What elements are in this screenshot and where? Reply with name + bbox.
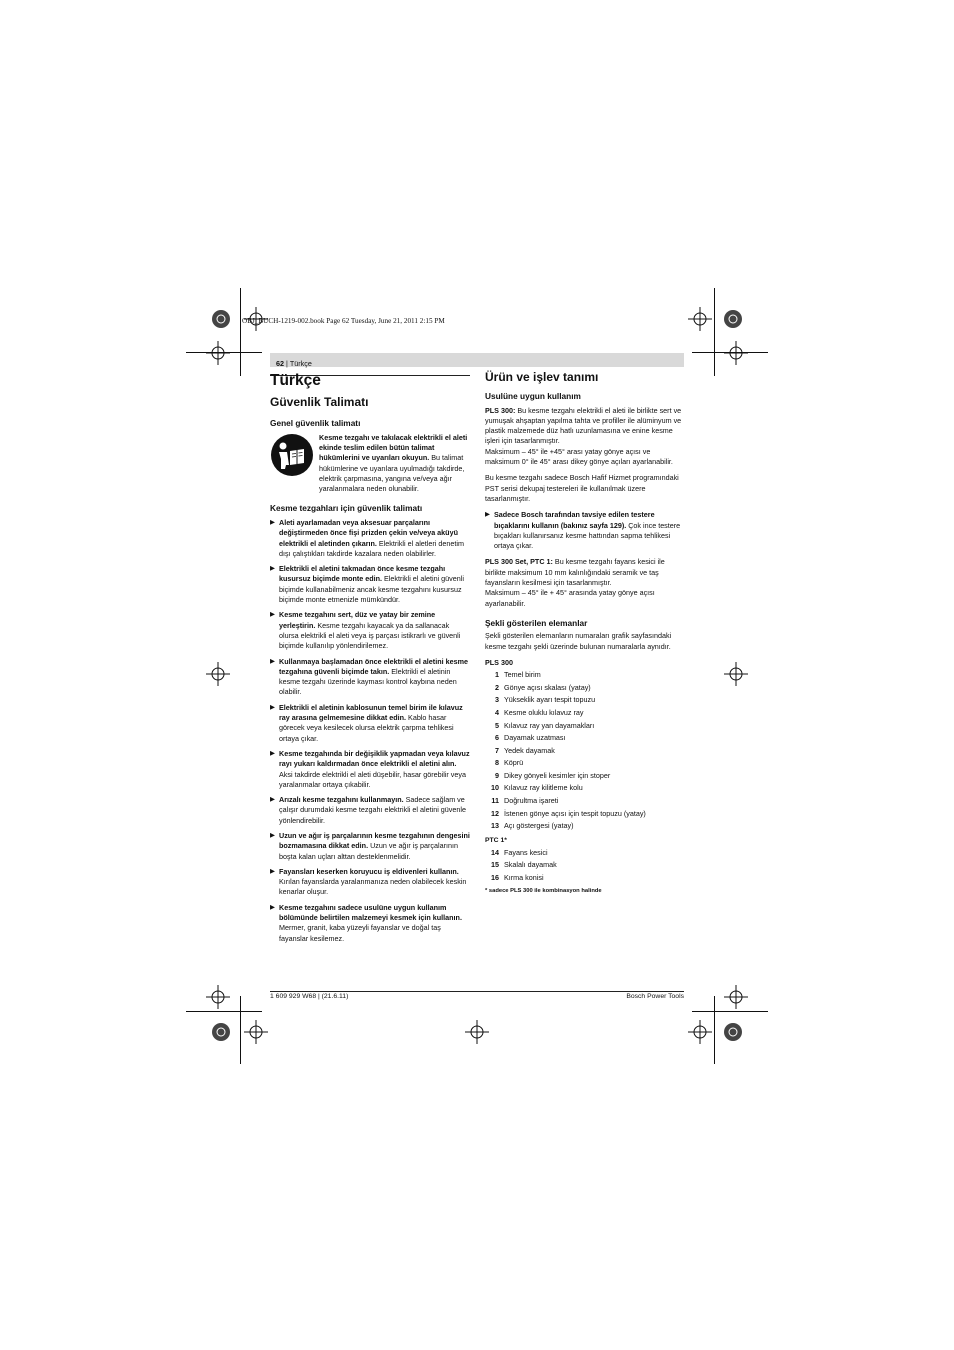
bullet-text: Uzun ve ağır iş parçalarının boşta kalan uçları alttan desteklenmelidir. (279, 841, 458, 861)
bullet-text: Elektrikli el aletleri denetim dışı çalıştıkları takdirde kazalara neden olabilirler. (279, 538, 464, 558)
bullet-text: Aksi takdirde elektrikli el aleti düşebilir, hasar görebilir veya yaralanmalar ortaya çıkabilir. (279, 769, 466, 789)
page-number: 62 (276, 359, 284, 368)
ptc-text: Bu kesme tezgahı fayans kesici ile birlikte maksimum 10 mm kalınlığındaki seramik ve taş fayansların kesilmesi için tasarlanmıştır. (485, 557, 665, 588)
crosshair-icon (198, 977, 238, 1017)
item-label: Yükseklik ayarı tespit topuzu (504, 695, 596, 705)
list-item (485, 670, 685, 680)
right-column (485, 372, 685, 896)
crosshair-icon (716, 654, 756, 694)
list-item (485, 809, 685, 819)
list-item (485, 695, 685, 705)
item-label: Doğrultma işareti (504, 796, 559, 806)
bullet-triangle-icon: ▶ (270, 565, 275, 573)
item-number: 14 (491, 847, 499, 857)
crosshair-icon (457, 1012, 497, 1052)
ptc-description (485, 557, 685, 608)
pls300-list-title: PLS 300 (485, 657, 513, 667)
safety-bullet (270, 795, 470, 826)
item-label: Temel birim (504, 670, 541, 680)
item-label: Kılavuz ray kilitleme kolu (504, 783, 583, 793)
page-title: Türkçe (270, 372, 321, 389)
item-number: 2 (495, 682, 499, 692)
bullet-text: Mermer, granit, kaba yüzeyli fayanslar ve doğal taş fayanslar kesilemez. (279, 923, 441, 943)
ptc-angle: Maksimum – 45° ile + 45° arasında yatay gönye açısı ayarlanabilir. (485, 588, 655, 608)
footer-rule (270, 991, 684, 992)
crosshair-icon (716, 333, 756, 373)
bullet-triangle-icon: ▶ (270, 703, 275, 711)
left-column (270, 372, 470, 949)
item-number: 15 (491, 860, 499, 870)
safety-bullet (270, 867, 470, 898)
item-label: Köprü (504, 758, 524, 768)
item-label: Dayamak uzatması (504, 733, 566, 743)
list-item (485, 758, 685, 768)
header-separator: | (286, 359, 288, 368)
list-item (485, 848, 685, 858)
item-label: Kılavuz ray yan dayamakları (504, 720, 595, 730)
bullet-bold: Kesme tezgahında bir değişiklik yapmadan veya kılavuz rayı yukarı kaldırmadan önce elektrikli el aletini alın. (279, 748, 470, 769)
safety-bullet (270, 703, 470, 744)
pst-note: Bu kesme tezgahı sadece Bosch Hafif Hizmet programındaki PST serisi dekupaj testereleri ile kullanılmak üzere tasarlanmıştır. (485, 473, 679, 503)
list-item (485, 771, 685, 781)
bullet-bold: Arızalı kesme tezgahını kullanmayın. (279, 795, 404, 805)
parts-intro: Şekli gösterilen elemanların numaraları grafik sayfasındaki kesme tezgahı şekli üzerinde bulunan numaralarla aynıdır. (485, 631, 672, 651)
item-label: Gönye açısı skalası (yatay) (504, 682, 591, 692)
bullet-triangle-icon: ▶ (270, 903, 275, 911)
safety-bullet (270, 564, 470, 605)
safety-bullet (270, 749, 470, 790)
item-number: 12 (491, 808, 499, 818)
bench-safety-heading: Kesme tezgahları için güvenlik talimatı (270, 502, 423, 513)
safety-bullet-list (270, 518, 470, 944)
item-label: İstenen gönye açısı için tespit topuzu (yatay) (504, 808, 646, 818)
print-info-line: OBJ_BUCH-1219-002.book Page 62 Tuesday, June 21, 2011 2:15 PM (242, 317, 445, 325)
bullet-text: Elektrikli el aletinin kesme tezgahı üzerinde kayması kontrol kaybına neden olabilir. (279, 666, 457, 697)
item-label: Açı göstergesi (yatay) (504, 821, 574, 831)
section-title-safety: Güvenlik Talimatı (270, 395, 369, 410)
page-header (270, 353, 684, 367)
safety-bullet (270, 610, 470, 651)
list-item (485, 796, 685, 806)
list-item (485, 746, 685, 756)
bullet-triangle-icon: ▶ (485, 511, 490, 519)
blade-warning-text: Çok ince testere bıçakları kullanırsanız kesme hattından sapma tehlikesi ortaya çıkar. (494, 520, 681, 551)
bullet-text: Kablo hasar görecek veya kesilecek olursa elektrik çarpma tehlikesi ortaya çıkar. (279, 713, 454, 743)
bullet-triangle-icon: ▶ (270, 518, 275, 526)
pls300-text: Bu kesme tezgahı elektrikli el aleti ile birlikte sert ve yumuşak ahşaptan yapılma tahta ve profiller ile alüminyum ve plastik malzemede düz hatlı uzunlamasına ve enine kesme işleri için tasarlanmıştır. (485, 405, 682, 446)
item-label: Kesme oluklu kılavuz ray (504, 707, 584, 717)
registration-target-icon (713, 1012, 753, 1052)
item-number: 10 (491, 783, 499, 793)
bullet-bold: Elektrikli el aletinin kablosunun temel birim ile kılavuz ray arasına gelmemesine dikkat edin. (279, 702, 463, 723)
item-number: 11 (491, 796, 499, 806)
read-manual-icon (270, 433, 314, 477)
safety-bullet (270, 831, 470, 862)
item-number: 13 (491, 821, 499, 831)
ptc-label: PLS 300 Set, PTC 1: (485, 557, 553, 567)
bullet-triangle-icon: ▶ (270, 657, 275, 665)
item-number: 1 (495, 670, 499, 680)
safety-bullet (270, 657, 470, 698)
list-item (485, 783, 685, 793)
item-label: Dikey gönyeli kesimler için stoper (504, 770, 611, 780)
item-label: Kırma konisi (504, 873, 544, 883)
item-number: 6 (495, 733, 499, 743)
pls300-angle-vertical: maksimum 0° ile 45° arası dikey gönye açıları ayarlanabilir. (485, 457, 673, 467)
item-number: 3 (495, 695, 499, 705)
list-item (485, 683, 685, 693)
pls300-angle-horizontal: Maksimum – 45° ile +45° arası yatay gönye açısı ve (485, 446, 651, 456)
list-item (485, 860, 685, 870)
usage-heading: Usulüne uygun kullanım (485, 391, 581, 402)
item-label: Yedek dayamak (504, 745, 555, 755)
item-number: 7 (495, 745, 499, 755)
item-number: 5 (495, 720, 499, 730)
ptc-list-title: PTC 1* (485, 836, 507, 844)
bullet-text: Kesme tezgahı kayacak ya da sallanacak olursa elektrikli el aleti veya iş parçası istikrarlı ve güvenli biçimde kullanılıp yönlendirilemez. (279, 620, 461, 651)
list-item (485, 733, 685, 743)
list-item (485, 873, 685, 883)
section-title-product: Ürün ve işlev tanımı (485, 370, 599, 384)
pls300-parts-list (485, 670, 685, 831)
crosshair-icon (198, 333, 238, 373)
bullet-triangle-icon: ▶ (270, 749, 275, 757)
header-language: Türkçe (289, 359, 312, 368)
crosshair-icon (198, 654, 238, 694)
footnote: * sadece PLS 300 ile kombinasyon halinde (485, 887, 602, 894)
item-label: Skalalı dayamak (504, 860, 557, 870)
bullet-text: Kırılan fayanslarda yaralanmanıza neden olabilecek keskin kenarlar oluşur. (279, 877, 467, 897)
item-number: 4 (495, 707, 499, 717)
manual-warning (270, 433, 470, 495)
list-item (485, 708, 685, 718)
item-number: 9 (495, 770, 499, 780)
footer-brand: Bosch Power Tools (626, 993, 684, 1000)
pls300-description (485, 406, 685, 468)
item-label: Fayans kesici (504, 847, 548, 857)
blade-warning-bold: Sadece Bosch tarafından tavsiye edilen testere bıçaklarını kullanın (bakınız sayfa 129). (494, 510, 655, 530)
crosshair-icon (716, 977, 756, 1017)
bullet-triangle-icon: ▶ (270, 796, 275, 804)
bullet-triangle-icon: ▶ (270, 867, 275, 875)
warning-bold: Kesme tezgahı ve takılacak elektrikli el aleti ekinde teslim edilen bütün talimat hükümlerini ve uyarıları okuyun. (319, 432, 468, 463)
bullet-text: Elektrikli el aletini güvenli biçimde kullanabilmeniz ancak kesme tezgahını kusursuz biçimde monte etmenizle mümkündür. (279, 574, 464, 605)
safety-bullet (270, 518, 470, 559)
item-number: 8 (495, 758, 499, 768)
list-item (485, 721, 685, 731)
pls300-label: PLS 300: (485, 405, 516, 415)
registration-target-icon (201, 1012, 241, 1052)
bullet-bold: Fayansları keserken koruyucu iş eldivenleri kullanın. (279, 866, 459, 876)
crosshair-icon (236, 1012, 276, 1052)
warning-text: Bu talimat hükümlerine ve uyarılara uyulmadığı takdirde, elektrik çarpmasına, yangına ve/veya ağır yaralanmalara neden olunabilir. (319, 453, 465, 494)
list-item (485, 821, 685, 831)
bullet-triangle-icon: ▶ (270, 611, 275, 619)
item-number: 16 (491, 873, 499, 883)
blade-warning (485, 510, 685, 551)
bullet-bold: Uzun ve ağır iş parçalarının kesme tezgahının dengesini bozmamasına dikkat edin. (279, 830, 470, 851)
bullet-bold: Aleti ayarlamadan veya aksesuar parçalarını değiştirmeden önce fişi prizden çekin ve/veya aküyü elektrikli el aletinden çıkarın. (279, 517, 458, 548)
ptc-parts-list (485, 848, 685, 883)
bullet-bold: Kullanmaya başlamadan önce elektrikli el aletini kesme tezgahına güvenli biçimde takın. (279, 656, 468, 676)
parts-heading: Şekli gösterilen elemanlar (485, 617, 588, 628)
safety-bullet (270, 903, 470, 944)
bullet-triangle-icon: ▶ (270, 831, 275, 839)
bullet-text: Sadece sağlam ve çalışır durumdaki kesme tezgahı elektrikli el aletini güvenle yönlendirebilir. (279, 795, 466, 825)
bullet-bold: Kesme tezgahını sert, düz ve yatay bir zemine yerleştirin. (279, 610, 436, 630)
footer-doc-number: 1 609 929 W68 | (21.6.11) (270, 993, 349, 1000)
general-safety-heading: Genel güvenlik talimatı (270, 417, 361, 428)
bullet-bold: Elektrikli el aletini takmadan önce kesme tezgahı kusursuz biçimde monte edin. (279, 564, 446, 584)
bullet-bold: Kesme tezgahını sadece usulüne uygun kullanım bölümünde belirtilen malzemeyi kesmek için kullanın. (279, 902, 462, 923)
